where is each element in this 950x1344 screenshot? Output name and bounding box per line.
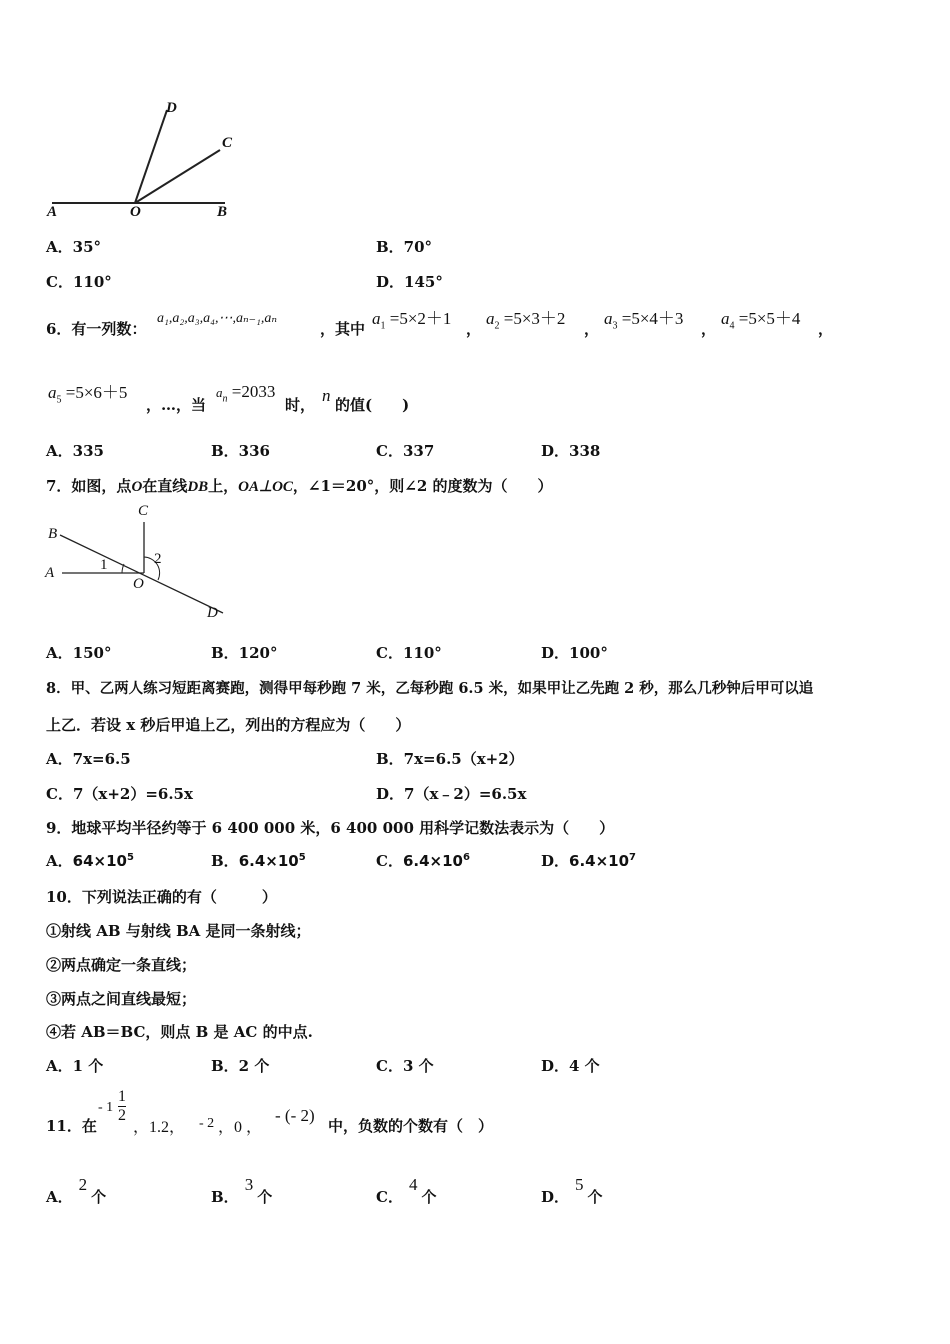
q9-option-a[interactable]: A．$64\times 10^5$ <box>46 852 134 870</box>
q7-label-a: A <box>45 565 55 581</box>
q11-option-c[interactable]: C．4个 <box>376 1175 437 1206</box>
q6-sequence: a₁,a₂,a₃,a₄,⋯,aₙ₋₁,aₙ <box>157 311 278 326</box>
q6-expr-3: $a_3 =5\times 4+3$ <box>604 309 684 332</box>
q7-label-1: 1 <box>100 557 108 573</box>
q10-item-3: ③两点之间直线最短； <box>46 990 197 1008</box>
q7-label-o: O <box>133 576 144 592</box>
q8-option-a[interactable]: A．7x=6.5 <box>46 750 131 768</box>
q11-value-2: ，1.2， <box>133 1119 186 1136</box>
q9-option-d[interactable]: D．$6.4\times 10^7$ <box>541 852 636 870</box>
q6-expr-5: $a_5 =5\times 6+5$ <box>48 383 128 406</box>
q6-option-c[interactable]: C．337 <box>376 442 435 460</box>
q6-tail: 的值( ) <box>335 396 410 414</box>
q11-value-5: - (- 2) <box>275 1106 315 1125</box>
ray-oc <box>135 150 220 203</box>
q6-expr-1: $a_1 =5\times 2+1$ <box>372 309 452 332</box>
q6-expr-4: $a_4 =5\times 5+4$ <box>721 309 801 332</box>
q7-label-c: C <box>138 503 149 519</box>
q10-item-1: ①射线 AB 与射线 BA 是同一条射线； <box>46 922 311 940</box>
q10-stem: 10．下列说法正确的有（ ） <box>46 888 277 906</box>
q8-option-b[interactable]: B．7x=6.5（x+2） <box>376 750 524 768</box>
label-b: B <box>217 204 228 220</box>
q11-fraction: $\frac{1}{2}$ <box>118 1088 126 1124</box>
q10-option-c[interactable]: C．3 个 <box>376 1057 434 1075</box>
q6-continue: ，…，当 <box>146 396 207 414</box>
q6-n: n <box>322 386 331 405</box>
q10-option-a[interactable]: A．1 个 <box>46 1057 104 1075</box>
question-7: 7．如图，点O在直线DB上，OA⊥OC，∠1＝20°，则∠2 的度数为（ ） <box>46 477 553 495</box>
q10-item-2: ②两点确定一条直线； <box>46 956 197 974</box>
q9-option-b[interactable]: B．$6.4\times 10^5$ <box>211 852 306 870</box>
q9-stem: 9．地球平均半径约等于 6 400 000 米，6 400 000 用科学记数法表示为（ ） <box>46 819 615 837</box>
q6-mid: ，其中 <box>320 320 366 338</box>
label-c: C <box>222 135 233 151</box>
q7-label-b: B <box>48 526 58 542</box>
q5-option-a[interactable]: A．35° <box>46 238 102 256</box>
q6-option-b[interactable]: B．336 <box>211 442 270 460</box>
q6-an-value: $a_n =2033$ <box>216 382 276 405</box>
q10-option-d[interactable]: D．4 个 <box>541 1057 600 1075</box>
q11-option-d[interactable]: D．5个 <box>541 1175 603 1206</box>
label-a: A <box>47 204 58 220</box>
q10-item-4: ④若 AB＝BC，则点 B 是 AC 的中点. <box>46 1023 313 1041</box>
q11-value-4: ，0 ， <box>218 1119 263 1136</box>
q7-label-2: 2 <box>154 551 162 567</box>
q7-option-c[interactable]: C．110° <box>376 644 442 662</box>
q10-option-b[interactable]: B．2 个 <box>211 1057 270 1075</box>
label-o: O <box>130 204 141 220</box>
q6-prefix: 6．有一列数： <box>46 320 147 338</box>
line-bd <box>60 535 223 613</box>
q11-option-a[interactable]: A．2个 <box>46 1175 107 1206</box>
label-d: D <box>166 100 177 116</box>
q7-option-a[interactable]: A．150° <box>46 644 112 662</box>
q11-option-b[interactable]: B．3个 <box>211 1175 273 1206</box>
q11-prefix: 11．在 <box>46 1117 97 1135</box>
q5-option-b[interactable]: B．70° <box>376 238 433 256</box>
q5-option-d[interactable]: D．145° <box>376 273 443 291</box>
q8-stem-line-1: 8．甲、乙两人练习短距离赛跑，测得甲每秒跑 7 米，乙每秒跑 6.5 米，如果甲让乙先跑 2 秒，那么几秒钟后甲可以追 <box>46 680 814 697</box>
q8-option-c[interactable]: C．7（x+2）=6.5x <box>46 785 193 803</box>
q5-option-c[interactable]: C．110° <box>46 273 112 291</box>
q11-tail: 中，负数的个数有（ ） <box>328 1117 494 1135</box>
q6-option-a[interactable]: A．335 <box>46 442 104 460</box>
q9-option-c[interactable]: C．$6.4\times 10^6$ <box>376 852 470 870</box>
ray-od <box>135 110 167 203</box>
q11-neg-sign: - 1 <box>98 1100 114 1115</box>
q6-when: 时， <box>285 396 316 414</box>
q6-expr-2: $a_2 =5\times 3+2$ <box>486 309 566 332</box>
q8-option-d[interactable]: D．7（x﹣2）=6.5x <box>376 785 527 803</box>
q7-option-d[interactable]: D．100° <box>541 644 608 662</box>
q6-option-d[interactable]: D．338 <box>541 442 601 460</box>
q8-stem-line-2: 上乙．若设 x 秒后甲追上乙，列出的方程应为（ ） <box>46 716 411 734</box>
q11-value-3: - 2 <box>199 1116 215 1131</box>
q7-label-d: D <box>207 605 218 621</box>
q7-option-b[interactable]: B．120° <box>211 644 278 662</box>
